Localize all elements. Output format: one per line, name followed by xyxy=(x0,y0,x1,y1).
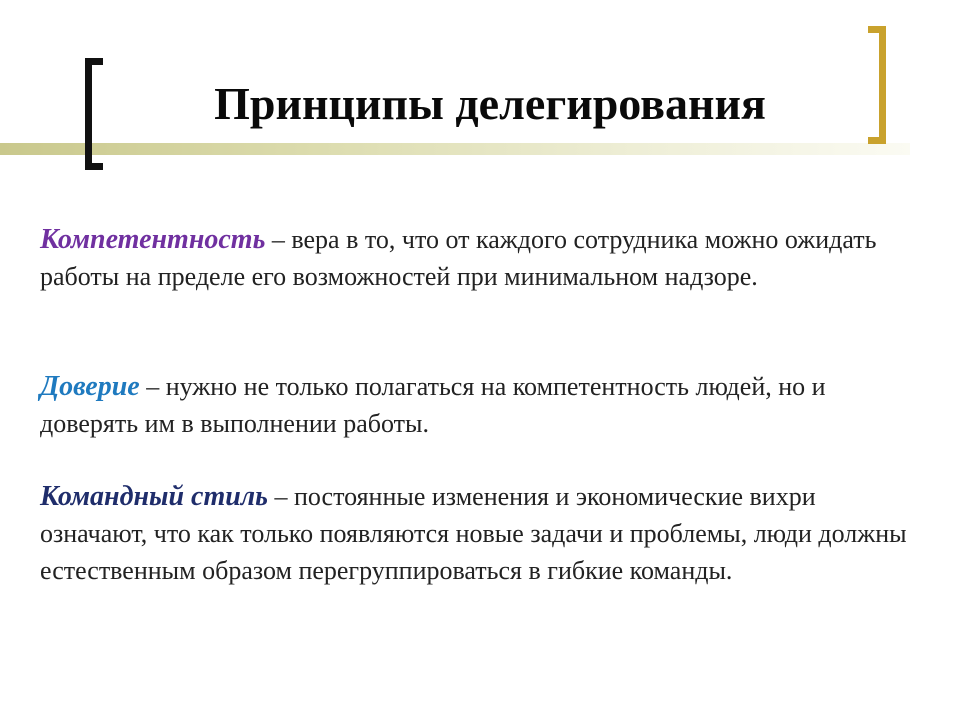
right-bracket-decoration xyxy=(868,26,886,144)
title-underline-bar xyxy=(0,143,910,155)
principle-term: Компетентность xyxy=(40,224,266,255)
principle-term: Командный стиль xyxy=(40,481,268,512)
principle-description: – нужно не только полагаться на компетентность людей, но и доверять им в выполнении работы. xyxy=(40,372,826,438)
principle-term: Доверие xyxy=(40,371,140,402)
slide-title: Принципы делегирования xyxy=(214,78,766,129)
principle-competence xyxy=(40,221,920,295)
principle-description: – постоянные изменения и экономические вихри означают, что как только появляются новые задачи и проблемы, люди должны естественным образом перегруппироваться в гибкие команды. xyxy=(40,482,907,585)
principle-team-style xyxy=(40,478,920,589)
principle-trust xyxy=(40,368,920,442)
left-bracket-decoration xyxy=(85,58,103,170)
principle-description: – вера в то, что от каждого сотрудника можно ожидать работы на пределе его возможностей при минимальном надзоре. xyxy=(40,225,877,291)
